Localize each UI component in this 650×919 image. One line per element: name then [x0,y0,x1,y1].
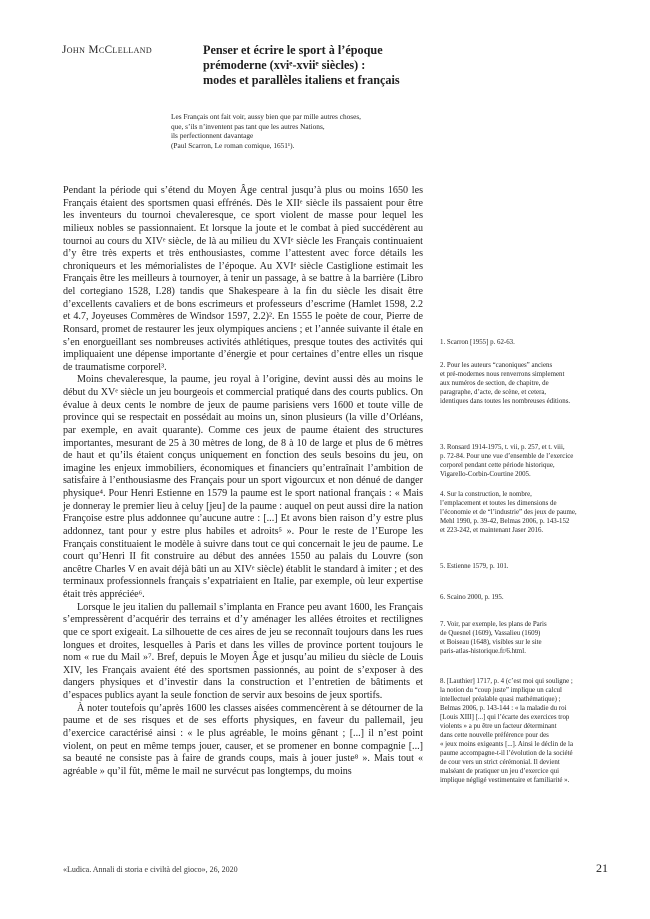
page-number: 21 [596,861,608,875]
footnote-line: l’économie et de “l’industrie” des jeux de paume, [440,509,577,516]
footnote-line: malséant de pratiquer un jeu d’exercice qui [440,768,560,775]
footnote-line: paume accompagne-t-il l’évolution de la société [440,750,573,757]
footnote-line: dans cette nouvelle préférence pour des [440,732,549,739]
footnote-line: aux numéros de section, de chapitre, de [440,380,549,387]
footnote-line: [Louis XIII] [...] qui l’écarte des exercices trop [440,714,570,721]
footnote-line: et 223-242, et maintenant Jaser 2016. [440,527,544,534]
footnote-line: la notion du “coup juste” implique un calcul [440,687,562,694]
footnote-line: 5. Estienne 1579, p. 101. [440,563,509,570]
footnote-line: Belmas 2006, p. 143-144 : « la maladie du roi [440,705,567,712]
footnote-line: 7. Voir, par exemple, les plans de Paris [440,621,547,628]
footnote-line: 1. Scarron [1955] p. 62-63. [440,339,515,346]
running-author: John McClelland [62,44,153,56]
footnote-line: 2. Pour les auteurs “canoniques” anciens [440,362,553,369]
footnote-1 [440,338,612,347]
footnote-line: 8. [Lauthier] 1717, p. 4 (c’est moi qui souligne ; [440,678,573,685]
footnote-line: paragraphe, d’acte, de scène, et cetera, [440,389,547,396]
footnote-4 [440,490,612,535]
epigraph-line: ils perfectionnent davantage [171,131,254,141]
footnote-line: 4. Sur la construction, le nombre, [440,491,532,498]
epigraph-line: que, s’ils n’inventent pas tant que les autres Nations, [171,121,325,131]
footnote-line: « jeux moins exigeants [...]. Ainsi le déclin de la [440,741,573,748]
footnote-line: corporel pendant cette période historique, [440,462,555,469]
footnote-line: identiques dans toutes les nombreuses éditions. [440,398,571,405]
footnote-line: et Boiseau (1648), visibles sur le site [440,639,542,646]
footnote-7 [440,620,612,656]
footnote-line: implique négligé vestimentaire et familiarité ». [440,777,570,784]
footnote-6 [440,593,612,602]
footnote-line: de Quesnel (1609), Vassalieu (1609) [440,630,541,637]
footnote-8 [440,677,612,785]
body-paragraph: Pendant la période qui s’étend du Moyen Âge central jusqu’à plus ou moins 1650 les Français étaient des sportsmen quasi effrénés. Dès le XIIᵉ siècle ils passaient pour être les inventeurs du tournoi chevaleresque, ce sport violent de masse pour lequel les milieux nobles se passionnaient. Et lorsque la joute et le combat à pied succédèrent au tournoi au cours du XIVᵉ siècle, de là au milieu du XVIᵉ siècle les Français continuaient d’y être très experts et très enthousiastes, comme l’attestent avec force détails les chroniqueurs et les mémorialistes de l’époque. Au XVIᵉ siècle Castiglione estimait les Français être les meilleurs à tournoyer, à tenir un passage, à se battre à la barrière (Libro del cortegiano 1528, I.28) tandis que Shakespeare à la fin du siècle les disait être d’excellents cavaliers et de bons escrimeurs et professeurs d’escrime (Hamlet 1598, 2.2 et 4.7, Joyeuses Commères de Windsor 1597, 2.2)². En 1555 le poète de cour, Pierre de Ronsard, promet de restaurer les jeux olympiques anciens ; et l’année suivante il étale en s’en enorgueillant ses nombreuses activités athlétiques, presque toutes des activités qui impliquaient une dépense importante d’énergie et pour certaines d’entre elles un risque de traumatisme corporel³. [63,185,423,373]
journal-citation: «Ludica. Annali di storia e civiltà del gioco», 26, 2020 [63,865,238,874]
article-title [203,43,503,88]
title-line: prémoderne (xviᵉ-xviiᵉ siècles) : [203,58,366,72]
footnote-line: 6. Scaino 2000, p. 195. [440,594,504,601]
footnote-line: violents » a pu être un facteur déterminant [440,723,557,730]
body-paragraph: Lorsque le jeu italien du pallemail s’implanta en France peu avant 1600, les Français s’empressèrent d’acquérir des terrains et d’y aménager les allées étroites et rectilignes que ce sport exigeait. La silhouette de ces aires de jeu se reconnaît toujours dans les rues longues et droites, lesquelles à Paris et dans les villes de province portent toujours le nom « rue du Mail »⁷. Bref, depuis le Moyen Âge et jusqu’au milieu du siècle de Louis XIV, les Français avaient été des sportsmen passionnés, au point de s’exposer à des dangers physiques et d’investir dans la construction et l’entretien de bâtiments et d’espaces publics ayant la seule fonction de servir aux besoins de jeux sportifs. [63,601,423,701]
body-paragraph: À noter toutefois qu’après 1600 les classes aisées commencèrent à se détourner de la paume et de ses risques et de ses efforts physiques, en faveur du pallemail, jeu d’exercice caractérisé ainsi : « le plus agréable, le moins gênant ; [...] il n’est point violent, on peut en même temps jouer, causer, et se promener en bonne compagnie [...] sa beauté ne consiste pas à faire de grands coups, mais à jouer juste⁸ ». Mais tout « agréable » qu’il fût, même le mail ne survécut pas longtemps, du moins [63,702,423,777]
body-paragraph: Moins chevaleresque, la paume, jeu royal à l’origine, devint aussi dès au moins le début du XVᵉ siècle un jeu bourgeois et commercial pratiqué dans des courts publics. On évalue à deux cents le nombre de jeux de paume parisiens vers 1600 et toute ville de province qui se respectait en possédait au moins un, sinon plusieurs (la ville d’Orléans, par exemple, en avait quarante). Comme ces jeux de paume étaient des structures importantes, mesurant de 25 à 30 mètres de long, de 8 à 10 de large et plus de 6 mètres de haut et qu’ils étaient conçus uniquement en fonction des seuls besoins du jeu, on imagine les enjeux immobiliers, économiques et financiers qu’entraînait l’ambition de satisfaire à l’enthousiasme des Français pour un sport vigourcux et non dénué de danger physique⁴. Pour Henri Estienne en 1579 la paume est le sport national français : « Mais je donneray le premier lieu à celuy [jeu] de la paume : auquel on peut aussi dire la nation Françoise estre plus addonnee qu’aucune autre : [...] Et avons bien raison d’y estre plus addonnez, tant pour y estre plus habiles et adroits⁵ ». Pour le reste de l’Europe les Français constituaient le modèle à suivre dans tout ce qui concernait le jeu de paume. Le court qu’Henri II fit construire au début des années 1550 au palais du Louvre (son ancêtre Charles V en avait déjà bâti un au XIVᵉ siècle) établit le standard à imiter ; et des terminaux professionnels français s’expatriaient en Italie, par exemple, où leur expertise était très appréciée⁶. [63,374,423,600]
footnote-line: de cour vers un strict cérémonial. Il devient [440,759,560,766]
epigraph-line: Les Français ont fait voir, aussy bien que par mille autres choses, [171,112,361,121]
footnote-5 [440,562,612,571]
title-line: modes et parallèles italiens et français [203,73,400,87]
footnote-line: paris-atlas-historique.fr/6.html. [440,648,526,655]
body-text [63,185,423,778]
epigraph-line: (Paul Scarron, Le roman comique, 1651¹). [171,140,295,150]
footnote-3 [440,443,612,479]
footnote-line: p. 72-84. Pour une vue d’ensemble de l’exercice [440,453,574,460]
footnote-line: l’emplacement et toutes les dimensions de [440,500,557,507]
footnote-line: intellectuel préalable quasi mathématique) ; [440,696,561,703]
footnote-line: Vigarello-Corbin-Courtine 2005. [440,471,531,478]
footnote-line: Mehl 1990, p. 39-42, Belmas 2006, p. 143-152 [440,518,570,525]
footnote-line: et pré-modernes nous renverrons simplement [440,371,565,378]
epigraph [171,112,451,150]
title-line: Penser et écrire le sport à l’époque [203,43,383,57]
footnote-2 [440,361,612,406]
footnote-line: 3. Ronsard 1914-1975, t. vii, p. 257, et t. viii, [440,444,565,451]
